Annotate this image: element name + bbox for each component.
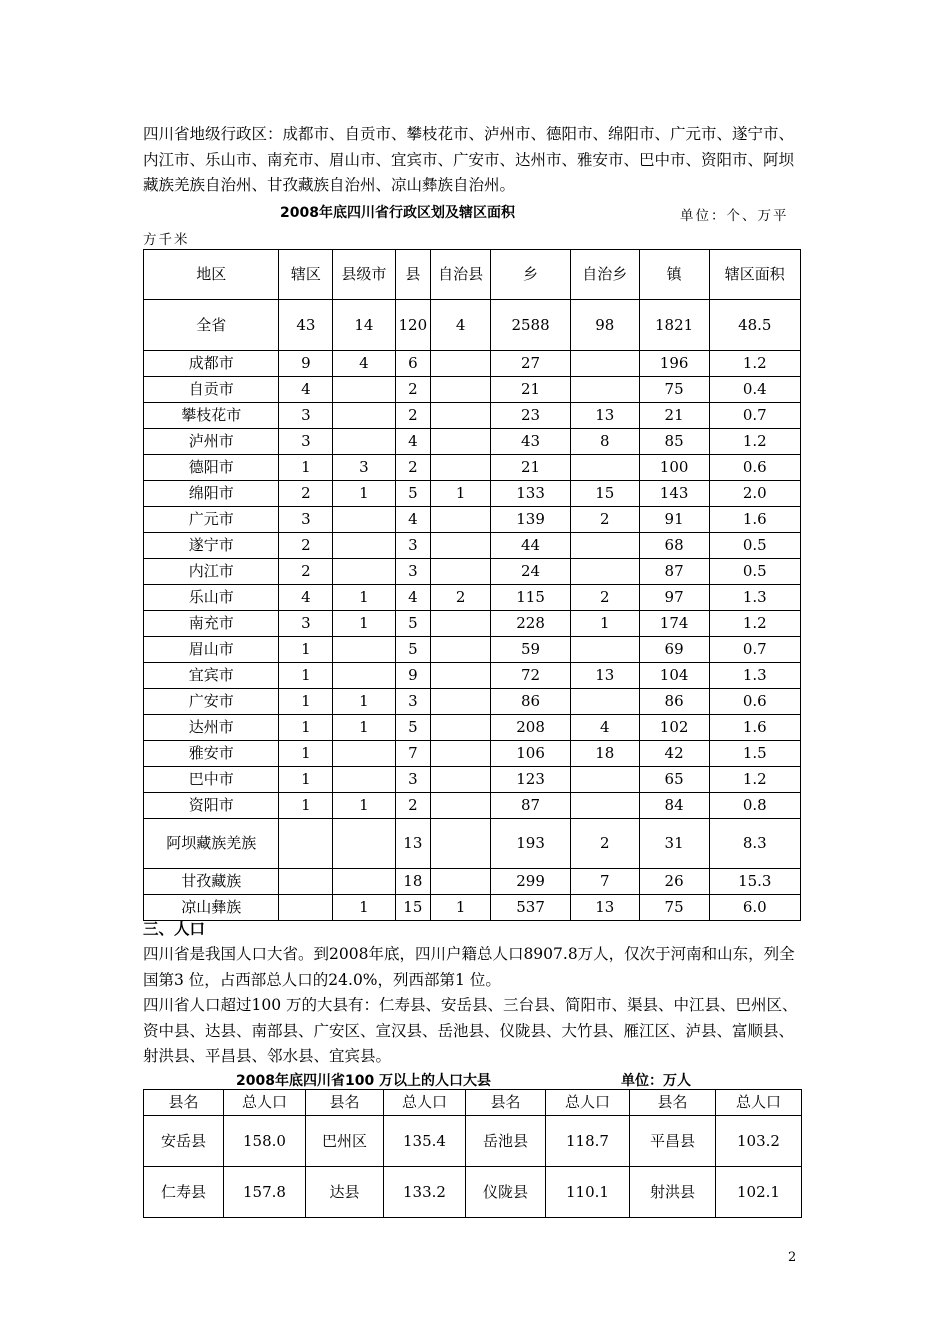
region-cell: 宜宾市 <box>144 663 279 689</box>
value-cell <box>333 637 395 663</box>
value-cell: 143 <box>639 481 709 507</box>
value-cell: 13 <box>395 819 430 869</box>
table-row <box>144 715 801 741</box>
value-cell: 4 <box>279 377 333 403</box>
value-cell: 21 <box>639 403 709 429</box>
table-header-row <box>144 250 801 300</box>
value-cell: 87 <box>491 793 571 819</box>
value-cell: 2 <box>279 481 333 507</box>
value-cell: 0.8 <box>709 793 800 819</box>
value-cell: 1 <box>279 793 333 819</box>
value-cell <box>431 767 491 793</box>
value-cell <box>431 663 491 689</box>
value-cell: 3 <box>395 533 430 559</box>
column-header: 县级市 <box>333 250 395 300</box>
value-cell: 97 <box>639 585 709 611</box>
value-cell: 2 <box>279 559 333 585</box>
column-header: 镇 <box>639 250 709 300</box>
value-cell <box>333 559 395 585</box>
section-heading: 三、人口 <box>143 920 206 938</box>
value-cell: 26 <box>639 869 709 895</box>
value-cell: 27 <box>491 351 571 377</box>
region-cell: 南充市 <box>144 611 279 637</box>
value-cell <box>333 533 395 559</box>
table-row <box>144 559 801 585</box>
value-cell: 1 <box>333 481 395 507</box>
column-header: 地区 <box>144 250 279 300</box>
value-cell: 48.5 <box>709 300 800 351</box>
large-county-table <box>143 1089 802 1218</box>
value-cell: 21 <box>491 377 571 403</box>
value-cell <box>333 869 395 895</box>
value-cell: 9 <box>395 663 430 689</box>
value-cell: 75 <box>639 377 709 403</box>
value-cell: 68 <box>639 533 709 559</box>
value-cell <box>431 533 491 559</box>
value-cell: 100 <box>639 455 709 481</box>
value-cell: 2 <box>395 793 430 819</box>
table-row <box>144 741 801 767</box>
value-cell <box>431 793 491 819</box>
column-header: 县 <box>395 250 430 300</box>
value-cell: 299 <box>491 869 571 895</box>
region-cell: 成都市 <box>144 351 279 377</box>
value-cell: 1 <box>333 585 395 611</box>
value-cell: 75 <box>639 895 709 921</box>
value-cell: 3 <box>279 611 333 637</box>
value-cell <box>431 637 491 663</box>
table-row <box>144 767 801 793</box>
value-cell: 102 <box>639 715 709 741</box>
population-cell: 110.1 <box>546 1167 630 1218</box>
value-cell: 8.3 <box>709 819 800 869</box>
value-cell: 208 <box>491 715 571 741</box>
region-cell: 巴中市 <box>144 767 279 793</box>
value-cell: 65 <box>639 767 709 793</box>
value-cell <box>279 869 333 895</box>
table-row <box>144 793 801 819</box>
table-row <box>144 663 801 689</box>
value-cell <box>333 741 395 767</box>
value-cell: 1 <box>279 741 333 767</box>
value-cell: 139 <box>491 507 571 533</box>
population-cell: 157.8 <box>224 1167 306 1218</box>
value-cell: 1.3 <box>709 585 800 611</box>
value-cell: 4 <box>333 351 395 377</box>
value-cell: 44 <box>491 533 571 559</box>
value-cell <box>431 611 491 637</box>
table-row <box>144 637 801 663</box>
value-cell <box>431 455 491 481</box>
value-cell: 2588 <box>491 300 571 351</box>
region-cell: 自贡市 <box>144 377 279 403</box>
value-cell: 15.3 <box>709 869 800 895</box>
value-cell: 5 <box>395 637 430 663</box>
population-paragraph: 四川省是我国人口大省。到2008年底，四川户籍总人口8907.8万人，仅次于河南和山东，列全国第3 位，占西部总人口的24.0%，列西部第1 位。 <box>143 945 795 989</box>
population-cell: 158.0 <box>224 1116 306 1167</box>
value-cell <box>431 507 491 533</box>
county-name-cell: 射洪县 <box>630 1167 716 1218</box>
value-cell: 537 <box>491 895 571 921</box>
value-cell: 2 <box>395 455 430 481</box>
column-header: 县名 <box>630 1090 716 1116</box>
value-cell <box>333 819 395 869</box>
value-cell <box>333 429 395 455</box>
county-name-cell: 岳池县 <box>466 1116 546 1167</box>
county-name-cell: 达县 <box>306 1167 384 1218</box>
large-counties-paragraph: 四川省人口超过100 万的大县有：仁寿县、安岳县、三台县、简阳市、渠县、中江县、巴州区、资中县、达县、南部县、广安区、宣汉县、岳池县、仪陇县、大竹县、雁江区、泸县、富顺县、射洪县、平昌县、邻水县、宜宾县。 <box>143 996 798 1065</box>
value-cell: 0.6 <box>709 455 800 481</box>
table-row <box>144 1116 802 1167</box>
value-cell: 3 <box>279 403 333 429</box>
value-cell: 2 <box>279 533 333 559</box>
value-cell: 86 <box>491 689 571 715</box>
value-cell <box>333 377 395 403</box>
value-cell: 106 <box>491 741 571 767</box>
value-cell: 13 <box>570 663 639 689</box>
region-cell: 阿坝藏族羌族 <box>144 819 279 869</box>
population-cell: 102.1 <box>716 1167 802 1218</box>
region-cell: 乐山市 <box>144 585 279 611</box>
table-row <box>144 689 801 715</box>
value-cell: 3 <box>395 559 430 585</box>
county-name-cell: 安岳县 <box>144 1116 224 1167</box>
value-cell: 1 <box>333 895 395 921</box>
value-cell: 85 <box>639 429 709 455</box>
value-cell <box>279 895 333 921</box>
column-header: 乡 <box>491 250 571 300</box>
value-cell: 3 <box>395 767 430 793</box>
value-cell: 4 <box>570 715 639 741</box>
value-cell <box>333 663 395 689</box>
value-cell: 0.4 <box>709 377 800 403</box>
column-header: 县名 <box>144 1090 224 1116</box>
value-cell <box>570 793 639 819</box>
value-cell: 43 <box>491 429 571 455</box>
population-cell: 118.7 <box>546 1116 630 1167</box>
table-row <box>144 300 801 351</box>
value-cell: 15 <box>570 481 639 507</box>
value-cell: 228 <box>491 611 571 637</box>
large-county-table-body <box>144 1090 802 1218</box>
table-row <box>144 611 801 637</box>
value-cell: 5 <box>395 715 430 741</box>
value-cell <box>333 507 395 533</box>
value-cell: 8 <box>570 429 639 455</box>
value-cell: 18 <box>570 741 639 767</box>
value-cell: 1.2 <box>709 429 800 455</box>
value-cell: 1821 <box>639 300 709 351</box>
table-row <box>144 455 801 481</box>
table-row <box>144 507 801 533</box>
value-cell: 7 <box>570 869 639 895</box>
value-cell: 21 <box>491 455 571 481</box>
value-cell: 15 <box>395 895 430 921</box>
value-cell: 13 <box>570 403 639 429</box>
value-cell: 115 <box>491 585 571 611</box>
admin-division-table <box>143 249 801 921</box>
value-cell: 14 <box>333 300 395 351</box>
value-cell <box>570 767 639 793</box>
value-cell <box>431 869 491 895</box>
value-cell <box>570 559 639 585</box>
value-cell: 6 <box>395 351 430 377</box>
table-row <box>144 377 801 403</box>
value-cell <box>333 403 395 429</box>
value-cell <box>431 403 491 429</box>
table-row <box>144 481 801 507</box>
value-cell: 1 <box>279 455 333 481</box>
value-cell: 1 <box>279 637 333 663</box>
value-cell: 1 <box>333 715 395 741</box>
value-cell: 1 <box>431 481 491 507</box>
value-cell <box>570 533 639 559</box>
value-cell: 59 <box>491 637 571 663</box>
value-cell: 1 <box>279 689 333 715</box>
value-cell: 2 <box>395 403 430 429</box>
value-cell: 87 <box>639 559 709 585</box>
table-row <box>144 403 801 429</box>
region-cell: 广安市 <box>144 689 279 715</box>
value-cell <box>333 767 395 793</box>
value-cell <box>570 351 639 377</box>
population-cell: 133.2 <box>384 1167 466 1218</box>
region-cell: 资阳市 <box>144 793 279 819</box>
table-row <box>144 585 801 611</box>
value-cell: 7 <box>395 741 430 767</box>
value-cell: 120 <box>395 300 430 351</box>
value-cell: 1 <box>333 793 395 819</box>
column-header: 自治县 <box>431 250 491 300</box>
value-cell: 4 <box>431 300 491 351</box>
value-cell: 1 <box>279 715 333 741</box>
value-cell: 1.3 <box>709 663 800 689</box>
table-row <box>144 429 801 455</box>
value-cell: 69 <box>639 637 709 663</box>
table-row <box>144 895 801 921</box>
value-cell: 0.6 <box>709 689 800 715</box>
region-cell: 达州市 <box>144 715 279 741</box>
column-header: 总人口 <box>716 1090 802 1116</box>
region-cell: 攀枝花市 <box>144 403 279 429</box>
county-name-cell: 巴州区 <box>306 1116 384 1167</box>
value-cell: 2 <box>395 377 430 403</box>
column-header: 县名 <box>306 1090 384 1116</box>
value-cell <box>570 689 639 715</box>
column-header: 总人口 <box>224 1090 306 1116</box>
column-header: 辖区 <box>279 250 333 300</box>
value-cell: 1.5 <box>709 741 800 767</box>
value-cell <box>279 819 333 869</box>
value-cell: 18 <box>395 869 430 895</box>
value-cell: 24 <box>491 559 571 585</box>
value-cell: 84 <box>639 793 709 819</box>
value-cell: 13 <box>570 895 639 921</box>
value-cell: 43 <box>279 300 333 351</box>
intro-paragraph: 四川省地级行政区：成都市、自贡市、攀枝花市、泸州市、德阳市、绵阳市、广元市、遂宁市、内江市、乐山市、南充市、眉山市、宜宾市、广安市、达州市、雅安市、巴中市、资阳市、阿坝藏族羌族自治州、甘孜藏族自治州、凉山彝族自治州。 <box>143 125 795 194</box>
value-cell: 2.0 <box>709 481 800 507</box>
table2-title: 2008年底四川省100 万以上的人口大县 <box>236 1073 492 1089</box>
county-name-cell: 平昌县 <box>630 1116 716 1167</box>
table2-unit: 单位：万人 <box>621 1073 691 1089</box>
value-cell: 5 <box>395 611 430 637</box>
column-header: 县名 <box>466 1090 546 1116</box>
value-cell: 0.7 <box>709 637 800 663</box>
value-cell: 86 <box>639 689 709 715</box>
value-cell: 3 <box>395 689 430 715</box>
table-row <box>144 533 801 559</box>
region-cell: 眉山市 <box>144 637 279 663</box>
value-cell: 23 <box>491 403 571 429</box>
county-name-cell: 仁寿县 <box>144 1167 224 1218</box>
value-cell <box>431 715 491 741</box>
value-cell <box>570 637 639 663</box>
table-row <box>144 351 801 377</box>
value-cell: 1 <box>431 895 491 921</box>
value-cell: 42 <box>639 741 709 767</box>
value-cell <box>431 351 491 377</box>
value-cell: 2 <box>431 585 491 611</box>
value-cell: 2 <box>570 507 639 533</box>
column-header: 总人口 <box>384 1090 466 1116</box>
value-cell: 6.0 <box>709 895 800 921</box>
value-cell: 196 <box>639 351 709 377</box>
value-cell: 193 <box>491 819 571 869</box>
value-cell: 1 <box>279 767 333 793</box>
value-cell: 0.5 <box>709 533 800 559</box>
population-cell: 103.2 <box>716 1116 802 1167</box>
value-cell: 3 <box>279 429 333 455</box>
region-cell: 泸州市 <box>144 429 279 455</box>
value-cell: 1 <box>333 689 395 715</box>
value-cell: 1.2 <box>709 351 800 377</box>
table-row <box>144 1167 802 1218</box>
value-cell: 3 <box>279 507 333 533</box>
value-cell: 5 <box>395 481 430 507</box>
column-header: 总人口 <box>546 1090 630 1116</box>
value-cell: 4 <box>395 507 430 533</box>
value-cell <box>431 819 491 869</box>
value-cell: 1 <box>333 611 395 637</box>
value-cell: 98 <box>570 300 639 351</box>
value-cell: 1 <box>279 663 333 689</box>
column-header: 辖区面积 <box>709 250 800 300</box>
value-cell: 3 <box>333 455 395 481</box>
value-cell: 31 <box>639 819 709 869</box>
table1-title: 2008年底四川省行政区划及辖区面积 <box>280 205 515 221</box>
value-cell: 1.2 <box>709 611 800 637</box>
region-cell: 甘孜藏族 <box>144 869 279 895</box>
value-cell <box>431 741 491 767</box>
column-header: 自治乡 <box>570 250 639 300</box>
region-cell: 凉山彝族 <box>144 895 279 921</box>
region-cell: 内江市 <box>144 559 279 585</box>
population-cell: 135.4 <box>384 1116 466 1167</box>
value-cell: 1.2 <box>709 767 800 793</box>
value-cell: 1 <box>570 611 639 637</box>
value-cell: 2 <box>570 585 639 611</box>
value-cell: 133 <box>491 481 571 507</box>
value-cell: 1.6 <box>709 507 800 533</box>
value-cell <box>570 377 639 403</box>
value-cell: 4 <box>395 429 430 455</box>
region-cell: 雅安市 <box>144 741 279 767</box>
admin-division-table-body <box>144 250 801 921</box>
value-cell <box>431 689 491 715</box>
value-cell: 4 <box>279 585 333 611</box>
region-cell: 全省 <box>144 300 279 351</box>
value-cell: 123 <box>491 767 571 793</box>
county-name-cell: 仪陇县 <box>466 1167 546 1218</box>
value-cell: 0.7 <box>709 403 800 429</box>
region-cell: 绵阳市 <box>144 481 279 507</box>
value-cell: 104 <box>639 663 709 689</box>
value-cell: 72 <box>491 663 571 689</box>
table1-unit-continued: 方千米 <box>143 232 190 248</box>
table-row <box>144 869 801 895</box>
value-cell: 91 <box>639 507 709 533</box>
table-header-row <box>144 1090 802 1116</box>
table1-unit: 单位：个、万平 <box>680 208 789 224</box>
value-cell: 0.5 <box>709 559 800 585</box>
table-row <box>144 819 801 869</box>
value-cell <box>431 377 491 403</box>
page-number: 2 <box>788 1250 797 1265</box>
value-cell <box>431 429 491 455</box>
region-cell: 广元市 <box>144 507 279 533</box>
value-cell: 1.6 <box>709 715 800 741</box>
value-cell: 9 <box>279 351 333 377</box>
value-cell: 174 <box>639 611 709 637</box>
region-cell: 德阳市 <box>144 455 279 481</box>
value-cell <box>570 455 639 481</box>
value-cell: 4 <box>395 585 430 611</box>
value-cell: 2 <box>570 819 639 869</box>
region-cell: 遂宁市 <box>144 533 279 559</box>
value-cell <box>431 559 491 585</box>
